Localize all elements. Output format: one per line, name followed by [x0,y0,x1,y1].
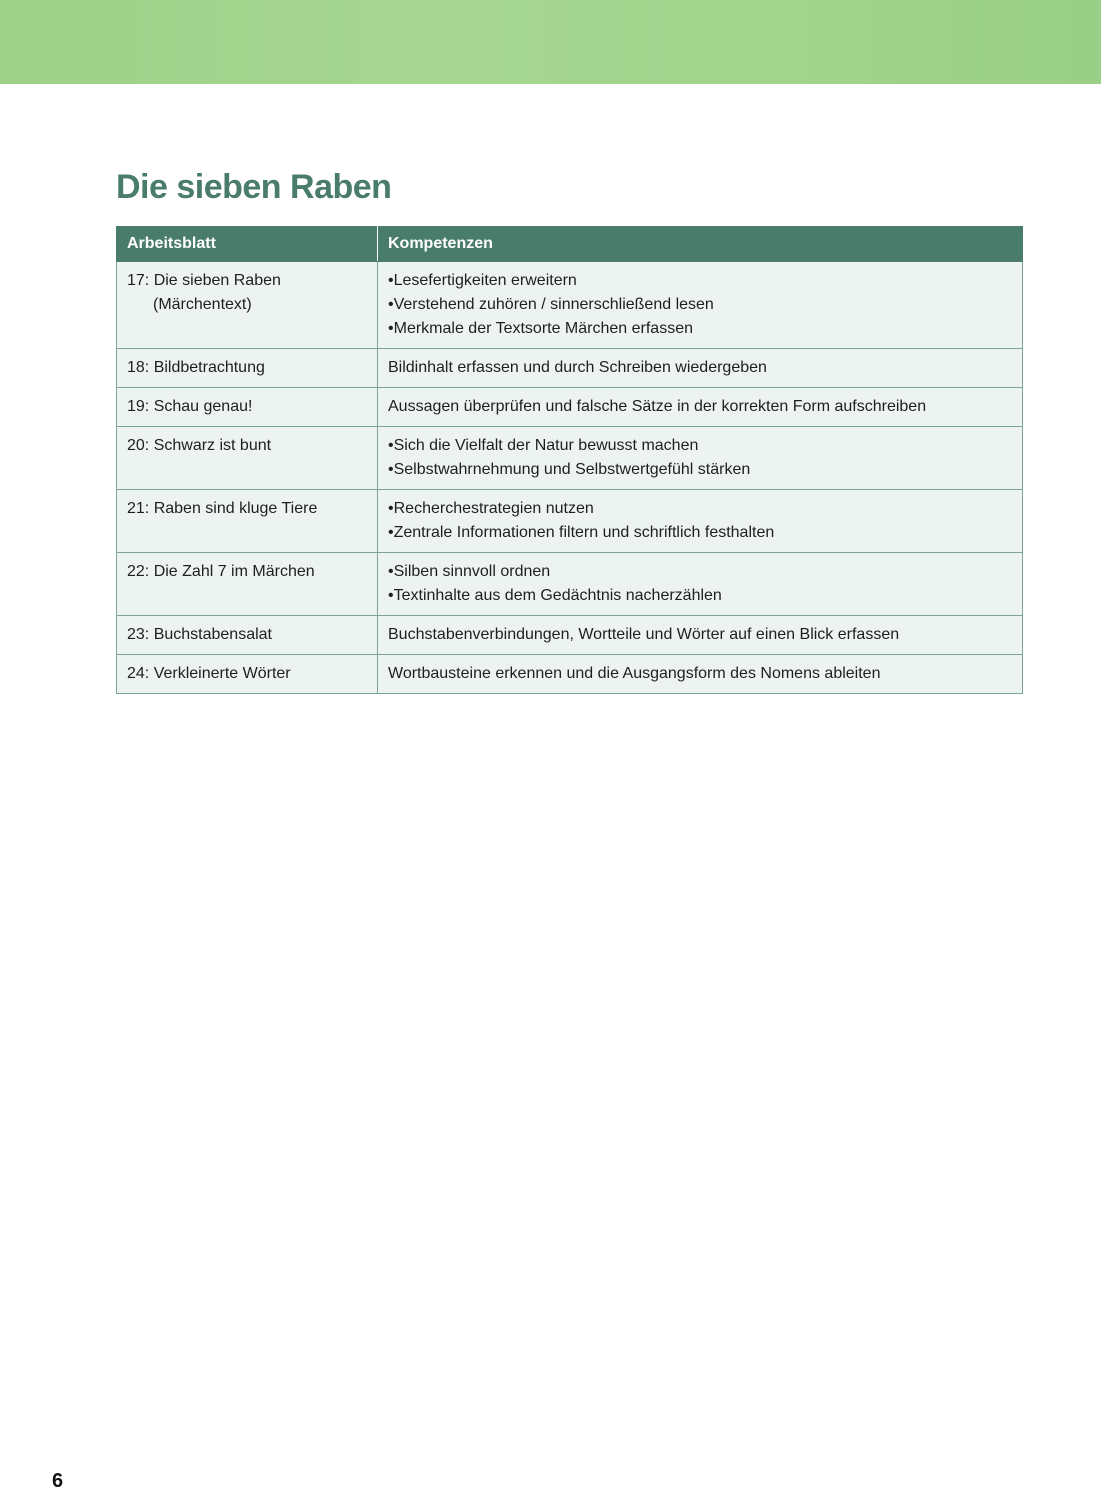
worksheet-cell [117,388,378,427]
competence-item: • Zentrale Informationen filtern und schriftlich festhalten [388,521,1012,545]
competence-item: • Selbstwahrnehmung und Selbstwertgefühl stärken [388,458,1012,482]
column-header-arbeitsblatt: Arbeitsblatt [117,227,378,262]
worksheet-cell [117,262,378,349]
competence-cell: Buchstabenverbindungen, Wortteile und Wörter auf einen Blick erfassen [378,616,1023,655]
competence-table [116,226,1023,694]
competence-item: • Verstehend zuhören / sinnerschließend lesen [388,293,1012,317]
worksheet-cell [117,655,378,694]
competence-cell: Wortbausteine erkennen und die Ausgangsform des Nomens ableiten [378,655,1023,694]
table-row [117,349,1023,388]
table-row [117,262,1023,349]
worksheet-title: 20: Schwarz ist bunt [127,437,272,454]
competence-list [388,269,1012,341]
worksheet-title: 21: Raben sind kluge Tiere [127,500,318,517]
table-row [117,655,1023,694]
column-header-kompetenzen: Kompetenzen [378,227,1023,262]
page-title: Die sieben Raben [116,168,392,206]
worksheet-title: 22: Die Zahl 7 im Märchen [127,563,315,580]
worksheet-title: 18: Bildbetrachtung [127,359,265,376]
competence-cell: Bildinhalt erfassen und durch Schreiben wiedergeben [378,349,1023,388]
competence-item: • Recherchestrategien nutzen [388,497,1012,521]
table-row [117,388,1023,427]
competence-list [388,497,1012,545]
competence-cell [378,427,1023,490]
worksheet-cell [117,553,378,616]
table-row [117,427,1023,490]
table-row [117,616,1023,655]
competence-cell [378,490,1023,553]
competence-cell [378,262,1023,349]
page-number: 6 [52,1470,64,1492]
worksheet-cell [117,616,378,655]
competence-item: • Silben sinnvoll ordnen [388,560,1012,584]
worksheet-cell [117,427,378,490]
competence-item: • Textinhalte aus dem Gedächtnis nacherzählen [388,584,1012,608]
competence-item: • Lesefertigkeiten erweitern [388,269,1012,293]
competence-item: • Sich die Vielfalt der Natur bewusst machen [388,434,1012,458]
competence-cell: Aussagen überprüfen und falsche Sätze in der korrekten Form aufschreiben [378,388,1023,427]
table-row [117,490,1023,553]
worksheet-title: 24: Verkleinerte Wörter [127,665,291,682]
table-row [117,553,1023,616]
worksheet-subtitle: (Märchentext) [153,296,252,313]
worksheet-title: 23: Buchstabensalat [127,626,272,643]
worksheet-title: 19: Schau genau! [127,398,253,415]
competence-cell [378,553,1023,616]
competence-list [388,434,1012,482]
top-color-band [0,0,1101,84]
worksheet-title: 17: Die sieben Raben [127,272,281,289]
competence-list [388,560,1012,608]
table-header-row [117,227,1023,262]
competence-item: • Merkmale der Textsorte Märchen erfassen [388,317,1012,341]
worksheet-cell [117,349,378,388]
worksheet-cell [117,490,378,553]
